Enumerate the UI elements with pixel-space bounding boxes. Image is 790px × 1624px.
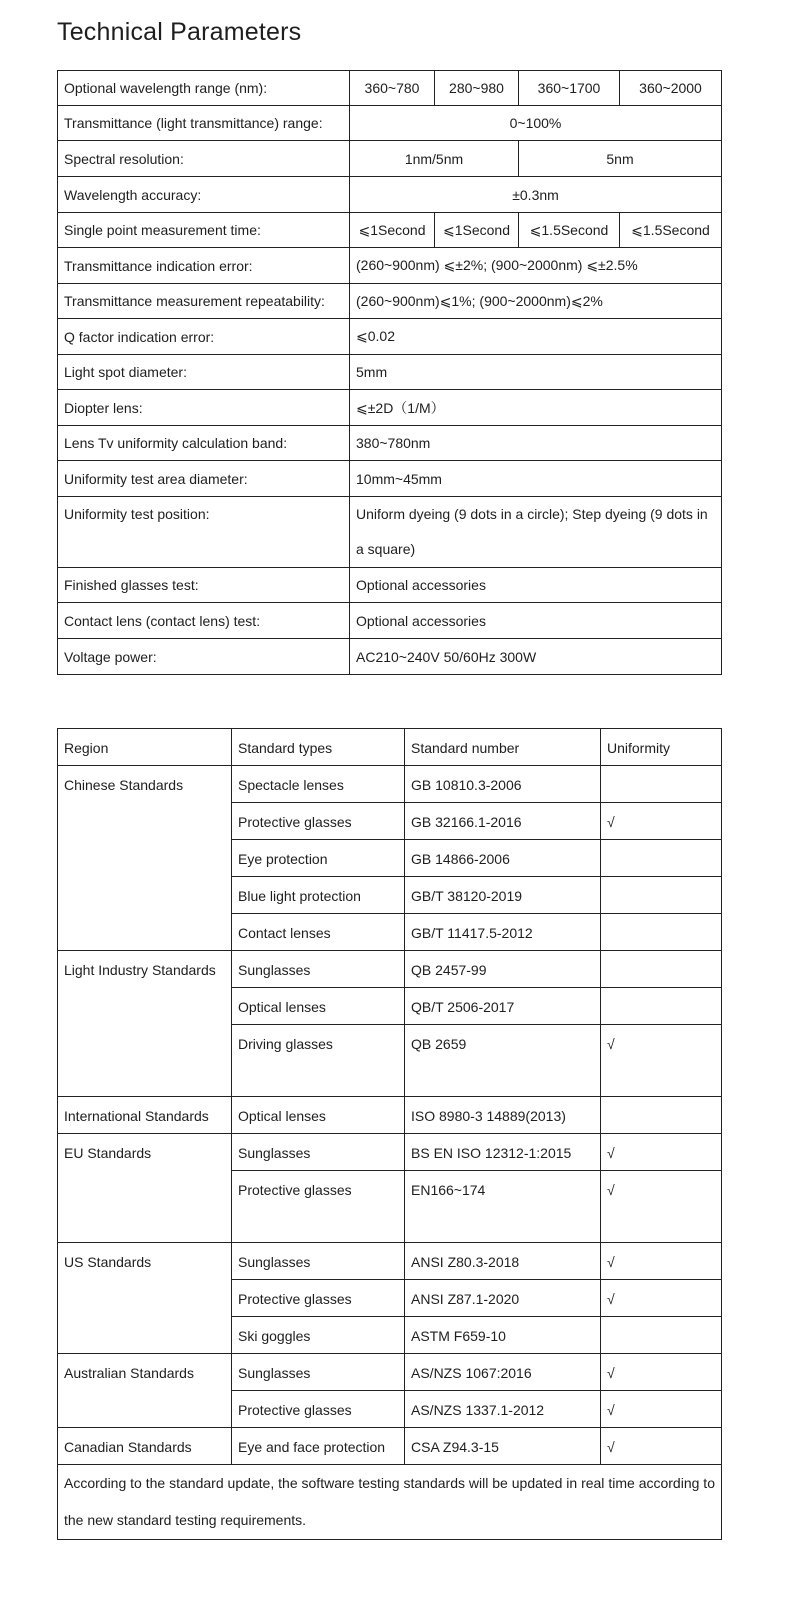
standard-type-cell: Sunglasses xyxy=(232,1354,405,1391)
standard-number-cell: GB 32166.1-2016 xyxy=(405,803,601,840)
standard-type-cell: Sunglasses xyxy=(232,951,405,988)
uniformity-cell xyxy=(601,840,722,877)
param-row-area-diameter xyxy=(58,461,722,497)
param-label: Contact lens (contact lens) test: xyxy=(58,603,350,639)
param-label: Q factor indication error: xyxy=(58,319,350,355)
region-cell: EU Standards xyxy=(58,1134,232,1243)
uniformity-cell xyxy=(601,1097,722,1134)
uniformity-cell xyxy=(601,914,722,951)
param-value: 360~1700 xyxy=(519,71,620,106)
uniformity-cell: √ xyxy=(601,1354,722,1391)
standard-type-cell: Protective glasses xyxy=(232,1280,405,1317)
standard-type-cell: Spectacle lenses xyxy=(232,766,405,803)
standard-number-cell: QB/T 2506-2017 xyxy=(405,988,601,1025)
param-value: (260~900nm) ⩽±2%; (900~2000nm) ⩽±2.5% xyxy=(350,248,722,284)
param-value: 5nm xyxy=(519,141,722,177)
param-row-diopter xyxy=(58,390,722,426)
standards-header-row xyxy=(58,729,722,766)
note-row xyxy=(58,1465,722,1540)
region-cell: Australian Standards xyxy=(58,1354,232,1428)
param-row-measurement-time xyxy=(58,213,722,248)
param-value: ±0.3nm xyxy=(350,177,722,213)
column-header-uniformity: Uniformity xyxy=(601,729,722,766)
param-value: AC210~240V 50/60Hz 300W xyxy=(350,639,722,675)
param-value: 0~100% xyxy=(350,106,722,141)
uniformity-cell: √ xyxy=(601,1243,722,1280)
param-row-transmittance-range xyxy=(58,106,722,141)
param-label: Optional wavelength range (nm): xyxy=(58,71,350,106)
param-row-repeatability xyxy=(58,284,722,319)
param-row-contact-lens xyxy=(58,603,722,639)
standard-type-cell: Optical lenses xyxy=(232,988,405,1025)
param-value: 5mm xyxy=(350,355,722,390)
region-cell: US Standards xyxy=(58,1243,232,1354)
param-value: Optional accessories xyxy=(350,568,722,603)
standard-number-cell: ASTM F659-10 xyxy=(405,1317,601,1354)
uniformity-cell: √ xyxy=(601,1428,722,1465)
param-row-tv-band xyxy=(58,426,722,461)
table-row xyxy=(58,951,722,988)
param-row-indication-error xyxy=(58,248,722,284)
uniformity-cell: √ xyxy=(601,1134,722,1171)
param-value: (260~900nm)⩽1%; (900~2000nm)⩽2% xyxy=(350,284,722,319)
region-cell: International Standards xyxy=(58,1097,232,1134)
param-label: Finished glasses test: xyxy=(58,568,350,603)
param-label: Single point measurement time: xyxy=(58,213,350,248)
standard-number-cell: QB 2659 xyxy=(405,1025,601,1097)
param-row-voltage xyxy=(58,639,722,675)
param-label: Uniformity test position: xyxy=(58,497,350,568)
standard-number-cell: GB/T 38120-2019 xyxy=(405,877,601,914)
param-value: ⩽1.5Second xyxy=(620,213,722,248)
table-row xyxy=(58,1354,722,1391)
uniformity-cell: √ xyxy=(601,1280,722,1317)
param-value: ⩽1.5Second xyxy=(519,213,620,248)
param-row-test-position xyxy=(58,497,722,568)
param-value: 380~780nm xyxy=(350,426,722,461)
param-value: 280~980 xyxy=(435,71,519,106)
standard-type-cell: Driving glasses xyxy=(232,1025,405,1097)
standards-table xyxy=(57,728,722,1540)
column-header-region: Region xyxy=(58,729,232,766)
standard-type-cell: Ski goggles xyxy=(232,1317,405,1354)
param-row-spot-diameter xyxy=(58,355,722,390)
standard-type-cell: Protective glasses xyxy=(232,803,405,840)
standard-number-cell: GB/T 11417.5-2012 xyxy=(405,914,601,951)
table-row xyxy=(58,1243,722,1280)
param-label: Lens Tv uniformity calculation band: xyxy=(58,426,350,461)
param-value: ⩽1Second xyxy=(435,213,519,248)
param-value: 1nm/5nm xyxy=(350,141,519,177)
uniformity-cell xyxy=(601,951,722,988)
region-cell: Chinese Standards xyxy=(58,766,232,951)
region-cell: Canadian Standards xyxy=(58,1428,232,1465)
param-row-wavelength xyxy=(58,71,722,106)
param-label: Spectral resolution: xyxy=(58,141,350,177)
param-value: ⩽±2D（1/M） xyxy=(350,390,722,426)
uniformity-cell: √ xyxy=(601,1391,722,1428)
standard-number-cell: ANSI Z87.1-2020 xyxy=(405,1280,601,1317)
param-row-q-factor xyxy=(58,319,722,355)
standard-type-cell: Protective glasses xyxy=(232,1391,405,1428)
param-value: 10mm~45mm xyxy=(350,461,722,497)
uniformity-cell: √ xyxy=(601,1171,722,1243)
param-row-finished-glasses xyxy=(58,568,722,603)
standard-type-cell: Sunglasses xyxy=(232,1243,405,1280)
param-row-spectral-resolution xyxy=(58,141,722,177)
param-value: Uniform dyeing (9 dots in a circle); Step dyeing (9 dots in a square) xyxy=(350,497,722,568)
standard-number-cell: AS/NZS 1337.1-2012 xyxy=(405,1391,601,1428)
uniformity-cell xyxy=(601,1317,722,1354)
standard-number-cell: ANSI Z80.3-2018 xyxy=(405,1243,601,1280)
param-label: Diopter lens: xyxy=(58,390,350,426)
table-row xyxy=(58,766,722,803)
standard-type-cell: Blue light protection xyxy=(232,877,405,914)
table-row xyxy=(58,1097,722,1134)
page-title: Technical Parameters xyxy=(57,18,302,46)
standard-number-cell: QB 2457-99 xyxy=(405,951,601,988)
param-row-wavelength-accuracy xyxy=(58,177,722,213)
standard-type-cell: Sunglasses xyxy=(232,1134,405,1171)
region-cell: Light Industry Standards xyxy=(58,951,232,1097)
standard-type-cell: Contact lenses xyxy=(232,914,405,951)
standard-number-cell: CSA Z94.3-15 xyxy=(405,1428,601,1465)
column-header-standard-number: Standard number xyxy=(405,729,601,766)
standard-number-cell: ISO 8980-3 14889(2013) xyxy=(405,1097,601,1134)
standard-type-cell: Protective glasses xyxy=(232,1171,405,1243)
param-value: ⩽0.02 xyxy=(350,319,722,355)
param-label: Voltage power: xyxy=(58,639,350,675)
table-row xyxy=(58,1428,722,1465)
uniformity-cell: √ xyxy=(601,1025,722,1097)
standard-number-cell: BS EN ISO 12312-1:2015 xyxy=(405,1134,601,1171)
standard-number-cell: GB 10810.3-2006 xyxy=(405,766,601,803)
param-label: Light spot diameter: xyxy=(58,355,350,390)
technical-parameters-table xyxy=(57,70,722,675)
standards-note: According to the standard update, the software testing standards will be updated in real time according to the new standard testing requirements. xyxy=(58,1465,722,1540)
uniformity-cell xyxy=(601,877,722,914)
uniformity-cell: √ xyxy=(601,803,722,840)
standard-number-cell: AS/NZS 1067:2016 xyxy=(405,1354,601,1391)
param-value: 360~2000 xyxy=(620,71,722,106)
param-label: Transmittance (light transmittance) range: xyxy=(58,106,350,141)
column-header-standard-types: Standard types xyxy=(232,729,405,766)
standard-type-cell: Eye and face protection xyxy=(232,1428,405,1465)
table-row xyxy=(58,1134,722,1171)
param-value: ⩽1Second xyxy=(350,213,435,248)
standard-number-cell: GB 14866-2006 xyxy=(405,840,601,877)
uniformity-cell xyxy=(601,766,722,803)
param-value: 360~780 xyxy=(350,71,435,106)
param-label: Transmittance measurement repeatability: xyxy=(58,284,350,319)
param-label: Wavelength accuracy: xyxy=(58,177,350,213)
param-value: Optional accessories xyxy=(350,603,722,639)
standard-type-cell: Optical lenses xyxy=(232,1097,405,1134)
standard-number-cell: EN166~174 xyxy=(405,1171,601,1243)
param-label: Uniformity test area diameter: xyxy=(58,461,350,497)
standard-type-cell: Eye protection xyxy=(232,840,405,877)
uniformity-cell xyxy=(601,988,722,1025)
param-label: Transmittance indication error: xyxy=(58,248,350,284)
